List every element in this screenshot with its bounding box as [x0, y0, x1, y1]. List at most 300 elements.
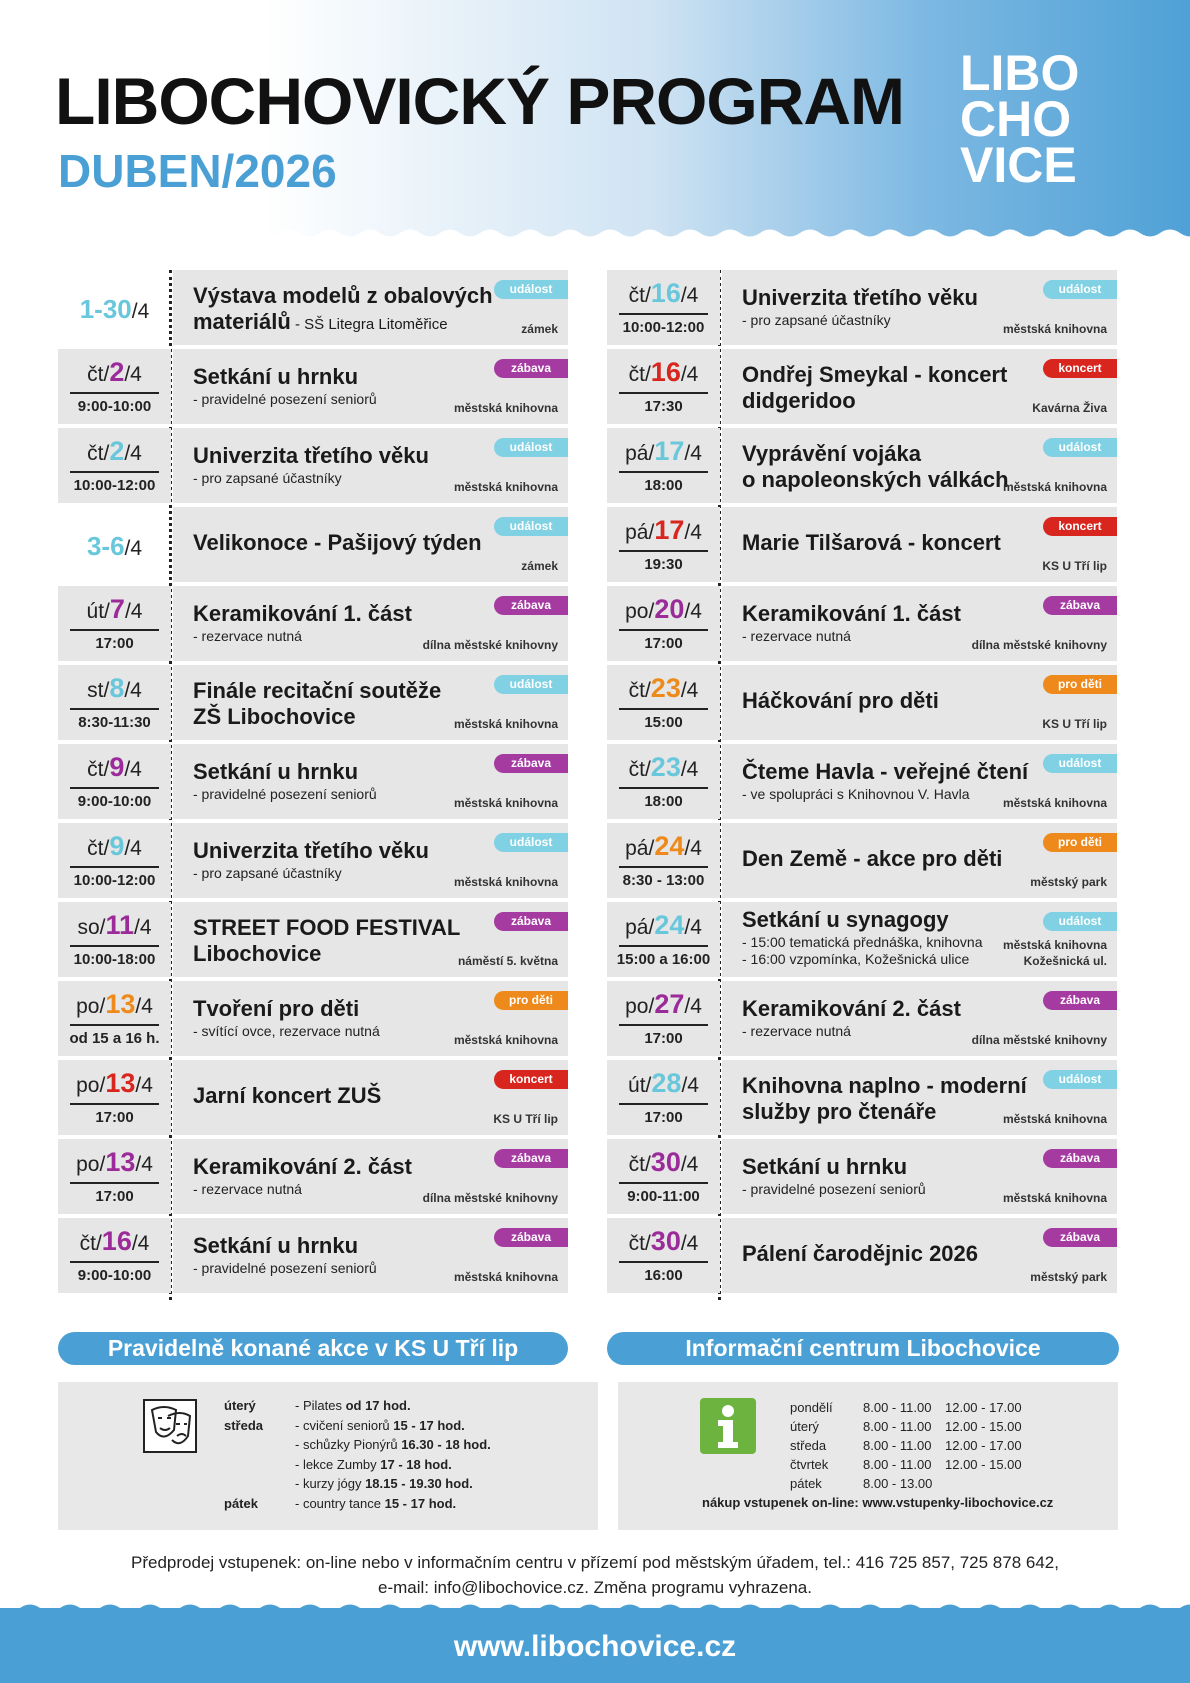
event-date	[607, 1139, 720, 1214]
hours-morning: 8.00 - 11.00	[863, 1438, 932, 1453]
day-abbrev: pá/	[625, 837, 655, 860]
event-title: Den Země - akce pro děti	[742, 846, 1003, 871]
event-time: 17:30	[644, 398, 683, 415]
date-suffix: /4	[135, 995, 153, 1018]
date-suffix: /4	[680, 363, 699, 386]
event-description: - rezervace nutná	[193, 628, 302, 644]
event-row	[58, 744, 568, 823]
event-row	[607, 586, 1117, 665]
date-suffix: /4	[124, 537, 143, 560]
date-suffix: /4	[135, 1074, 153, 1097]
date-suffix: /4	[680, 1153, 699, 1176]
event-card[interactable]	[173, 744, 568, 819]
event-title-text: o napoleonských válkách	[742, 467, 1009, 492]
day-abbrev: čt/	[87, 837, 110, 860]
event-venue: dílna městské knihovny	[971, 1033, 1107, 1047]
event-description: - pravidelné posezení seniorů	[193, 786, 377, 802]
event-venue: městská knihovna	[1002, 480, 1107, 494]
event-date	[58, 665, 171, 740]
event-card[interactable]	[173, 823, 568, 898]
date-suffix: /4	[681, 1074, 699, 1097]
date-underline	[619, 550, 708, 552]
regular-events-heading: Pravidelně konané akce v KS U Tří lip	[58, 1332, 568, 1365]
day-abbrev: čt/	[87, 758, 110, 781]
date-suffix: /4	[124, 442, 142, 465]
day-abbrev: po/	[76, 1153, 106, 1176]
event-time: 10:00-12:00	[622, 319, 705, 336]
activity-name: - cvičení seniorů	[295, 1417, 394, 1433]
event-date	[607, 744, 720, 819]
date-number: 30	[650, 1226, 681, 1256]
date-suffix: /4	[124, 600, 143, 623]
day-abbrev: čt/	[628, 1232, 651, 1255]
event-description: - pro zapsané účastníky	[742, 312, 891, 328]
day-abbrev: pá/	[625, 916, 655, 939]
event-category-badge: koncert	[1043, 517, 1117, 536]
date-number: 28	[651, 1068, 682, 1098]
activity-time: 15 - 17 hod.	[393, 1417, 465, 1433]
date-number: 3-6	[86, 531, 125, 561]
date-suffix: /4	[684, 916, 702, 939]
event-row	[607, 270, 1117, 349]
date-day	[58, 752, 171, 783]
day-abbrev: út/	[86, 600, 110, 623]
day-abbrev: čt/	[628, 363, 651, 386]
wave-decoration	[0, 226, 1190, 240]
day-abbrev: čt/	[87, 442, 110, 465]
day-label: středa	[224, 1418, 264, 1433]
date-day	[58, 831, 171, 862]
event-title: STREET FOOD FESTIVAL	[193, 915, 461, 940]
date-underline	[619, 1261, 708, 1263]
event-category-badge: událost	[1043, 912, 1117, 931]
date-day	[607, 515, 720, 546]
event-venue: zámek	[521, 322, 558, 336]
date-suffix: /4	[684, 600, 702, 623]
date-underline	[70, 471, 159, 473]
day-abbrev: čt/	[79, 1232, 102, 1255]
date-number: 2	[109, 436, 125, 466]
event-card[interactable]	[722, 981, 1117, 1056]
event-title: Tvoření pro děti	[193, 996, 360, 1021]
event-row	[58, 1139, 568, 1218]
date-number: 11	[105, 910, 135, 940]
event-row	[58, 1218, 568, 1297]
event-title: Univerzita třetího věku	[193, 443, 429, 468]
event-card[interactable]	[173, 1218, 568, 1293]
hours-day: pondělí	[790, 1400, 833, 1415]
event-card[interactable]	[173, 1060, 568, 1135]
date-underline	[619, 866, 708, 868]
website-link[interactable]: www.libochovice.cz	[453, 1630, 737, 1663]
day-abbrev: po/	[76, 1074, 106, 1097]
date-range	[58, 531, 171, 562]
date-number: 24	[654, 910, 685, 940]
date-number: 9	[109, 752, 125, 782]
date-number: 30	[650, 1147, 681, 1177]
date-underline	[619, 945, 708, 947]
event-venue: městská knihovna	[1002, 1112, 1107, 1126]
event-title: Univerzita třetího věku	[742, 285, 978, 310]
date-suffix: /4	[124, 758, 142, 781]
date-day	[58, 1226, 171, 1257]
event-description: - pravidelné posezení seniorů	[193, 391, 377, 407]
event-row	[607, 981, 1117, 1060]
event-venue: městská knihovna	[1002, 938, 1107, 952]
activity-name: - lekce Zumby	[295, 1456, 381, 1472]
event-title-text: služby pro čtenáře	[742, 1099, 937, 1124]
date-day	[58, 436, 171, 467]
event-category-badge: událost	[1043, 1070, 1117, 1089]
event-card[interactable]	[173, 665, 568, 740]
event-date	[58, 507, 171, 582]
date-number: 9	[109, 831, 125, 861]
event-title: Keramikování 2. část	[742, 996, 961, 1021]
event-time: 9:00-10:00	[77, 398, 152, 415]
activity-name: - country tance	[295, 1495, 385, 1511]
date-number: 8	[109, 673, 125, 703]
date-day	[58, 357, 171, 388]
events-column-right	[607, 270, 1119, 1297]
event-title: Knihovna naplno - moderní	[742, 1073, 1027, 1098]
event-venue: městská knihovna	[453, 875, 558, 889]
events-column-left	[58, 270, 570, 1297]
event-row	[58, 586, 568, 665]
event-category-badge: zábava	[494, 596, 568, 615]
day-abbrev: čt/	[628, 758, 651, 781]
day-abbrev: čt/	[628, 679, 651, 702]
date-underline	[619, 629, 708, 631]
event-title: Keramikování 1. část	[742, 601, 961, 626]
event-time: 18:00	[644, 793, 683, 810]
event-venue: městská knihovna	[453, 796, 558, 810]
date-day	[607, 1068, 720, 1099]
event-title: Ondřej Smeykal - koncert	[742, 362, 1008, 387]
event-venue: Kožešnická ul.	[1023, 954, 1107, 968]
event-card[interactable]	[722, 665, 1117, 740]
date-day	[58, 1068, 171, 1099]
event-time: 17:00	[95, 1109, 134, 1126]
theater-masks-icon	[142, 1398, 198, 1454]
event-category-badge: událost	[494, 280, 568, 299]
event-time: 10:00-18:00	[73, 951, 156, 968]
event-description: - pro zapsané účastníky	[193, 865, 342, 881]
date-day	[58, 1147, 171, 1178]
date-number: 16	[650, 278, 681, 308]
event-venue: Kavárna Živa	[1032, 401, 1107, 415]
event-card[interactable]	[722, 349, 1117, 424]
regular-item	[295, 1396, 411, 1416]
event-row	[607, 349, 1117, 428]
event-title: Setkání u hrnku	[193, 1233, 359, 1258]
logo-line: LIBO	[960, 45, 1080, 101]
day-abbrev: čt/	[628, 1153, 651, 1176]
event-category-badge: událost	[494, 833, 568, 852]
event-category-badge: zábava	[1043, 1149, 1117, 1168]
event-category-badge: zábava	[494, 1228, 568, 1247]
event-title: Keramikování 1. část	[193, 601, 412, 626]
footer-bar	[0, 1608, 1190, 1683]
event-card[interactable]	[722, 823, 1117, 898]
event-card[interactable]	[173, 1139, 568, 1214]
day-abbrev: čt/	[628, 284, 651, 307]
event-category-badge: událost	[1043, 438, 1117, 457]
event-card[interactable]	[173, 902, 568, 977]
date-number: 17	[654, 515, 685, 545]
event-date	[58, 270, 171, 345]
event-date	[58, 586, 171, 661]
date-number: 13	[105, 1147, 136, 1177]
date-underline	[70, 1024, 159, 1026]
event-row	[58, 823, 568, 902]
date-suffix: /4	[131, 300, 150, 323]
event-date	[607, 823, 720, 898]
info-icon	[700, 1398, 756, 1454]
event-time: 15:00	[644, 714, 683, 731]
date-underline	[619, 1024, 708, 1026]
event-category-badge: zábava	[1043, 1228, 1117, 1247]
event-venue: městská knihovna	[1002, 322, 1107, 336]
date-underline	[619, 471, 708, 473]
date-suffix: /4	[131, 1232, 150, 1255]
wave-decoration	[0, 1601, 1190, 1615]
event-date	[58, 823, 171, 898]
event-card[interactable]	[173, 270, 568, 345]
date-day	[607, 989, 720, 1020]
event-title: Výstava modelů z obalových	[193, 283, 493, 308]
event-card[interactable]	[722, 586, 1117, 661]
date-day	[607, 436, 720, 467]
date-number: 13	[105, 989, 136, 1019]
event-date	[58, 744, 171, 819]
event-card[interactable]	[722, 270, 1117, 345]
event-venue: dílna městské knihovny	[422, 1191, 558, 1205]
event-title-text: ZŠ Libochovice	[193, 704, 356, 729]
event-row	[607, 902, 1117, 981]
date-suffix: /4	[680, 1232, 699, 1255]
event-time: 15:00 a 16:00	[616, 951, 711, 968]
event-venue: městská knihovna	[1002, 1191, 1107, 1205]
event-description: - svítící ovce, rezervace nutná	[193, 1023, 380, 1039]
event-time: 19:30	[644, 556, 683, 573]
date-underline	[70, 945, 159, 947]
day-abbrev: po/	[625, 995, 655, 1018]
day-label: pátek	[224, 1496, 258, 1511]
date-number: 7	[109, 594, 125, 624]
event-row	[607, 1218, 1117, 1297]
event-category-badge: zábava	[494, 912, 568, 931]
event-venue: dílna městské knihovny	[971, 638, 1107, 652]
date-underline	[619, 313, 708, 315]
event-time: 17:00	[644, 635, 683, 652]
event-row	[58, 349, 568, 428]
event-category-badge: událost	[494, 517, 568, 536]
event-title: Pálení čarodějnic 2026	[742, 1241, 979, 1266]
event-time: 17:00	[644, 1109, 683, 1126]
date-suffix: /4	[684, 995, 702, 1018]
event-row	[607, 744, 1117, 823]
event-time: od 15 a 16 h.	[69, 1030, 160, 1047]
day-abbrev: pá/	[625, 521, 655, 544]
date-number: 2	[109, 357, 125, 387]
event-time: 17:00	[95, 1188, 134, 1205]
event-card[interactable]	[722, 428, 1117, 503]
event-card[interactable]	[173, 507, 568, 582]
event-card[interactable]	[722, 902, 1117, 977]
hours-morning: 8.00 - 11.00	[863, 1400, 932, 1415]
hours-day: čtvrtek	[790, 1457, 829, 1472]
date-number: 16	[101, 1226, 132, 1256]
event-title: Jarní koncert ZUŠ	[193, 1083, 382, 1108]
event-card[interactable]	[173, 428, 568, 503]
logo-line: VICE	[960, 137, 1077, 193]
event-title-line2	[193, 308, 448, 338]
event-venue: KS U Tří lip	[1042, 717, 1107, 731]
date-day	[607, 673, 720, 704]
hours-morning: 8.00 - 13.00	[863, 1476, 933, 1491]
event-title: Čteme Havla - veřejné čtení	[742, 759, 1029, 784]
event-category-badge: zábava	[494, 359, 568, 378]
event-venue: městský park	[1030, 875, 1107, 889]
event-row	[607, 823, 1117, 902]
event-title: Univerzita třetího věku	[193, 838, 429, 863]
event-venue: KS U Tří lip	[493, 1112, 558, 1126]
event-row	[58, 270, 568, 349]
date-underline	[70, 787, 159, 789]
event-category-badge: koncert	[1043, 359, 1117, 378]
event-venue: dílna městské knihovny	[422, 638, 558, 652]
day-abbrev: čt/	[87, 363, 110, 386]
event-card[interactable]	[722, 1139, 1117, 1214]
event-venue: náměstí 5. května	[457, 954, 558, 968]
event-category-badge: událost	[494, 675, 568, 694]
date-day	[607, 1147, 720, 1178]
event-venue: městský park	[1030, 1270, 1107, 1284]
regular-item	[295, 1494, 456, 1514]
event-title-text: Libochovice	[193, 941, 322, 966]
date-underline	[70, 629, 159, 631]
date-underline	[619, 392, 708, 394]
event-card[interactable]	[722, 507, 1117, 582]
date-range	[58, 294, 171, 325]
event-category-badge: pro děti	[494, 991, 568, 1010]
event-category-badge: událost	[1043, 280, 1117, 299]
event-title-text: didgeridoo	[742, 388, 856, 413]
logo-line: CHO	[960, 91, 1072, 147]
event-time: 10:00-12:00	[73, 872, 156, 889]
date-number: 20	[654, 594, 685, 624]
date-suffix: /4	[684, 837, 702, 860]
event-description: - pro zapsané účastníky	[193, 470, 342, 486]
event-card[interactable]	[173, 981, 568, 1056]
hours-day: úterý	[790, 1419, 819, 1434]
event-card[interactable]	[722, 1218, 1117, 1293]
event-card[interactable]	[722, 1060, 1117, 1135]
date-underline	[619, 1182, 708, 1184]
hours-day: středa	[790, 1438, 827, 1453]
regular-events-box	[58, 1382, 598, 1530]
event-row	[607, 428, 1117, 507]
activity-time: od 17 hod.	[345, 1398, 411, 1413]
date-underline	[619, 787, 708, 789]
day-abbrev: so/	[77, 916, 106, 939]
event-time: 18:00	[644, 477, 683, 494]
hours-day: pátek	[790, 1476, 822, 1491]
date-day	[607, 1226, 720, 1257]
event-category-badge: událost	[494, 438, 568, 457]
event-date	[607, 665, 720, 740]
event-description: - 16:00 vzpomínka, Kožešnická ulice	[742, 951, 970, 967]
date-day	[607, 357, 720, 388]
event-date	[607, 981, 720, 1056]
date-day	[607, 831, 720, 862]
regular-item	[295, 1474, 473, 1494]
event-card[interactable]	[173, 349, 568, 424]
date-number: 23	[650, 673, 681, 703]
event-date	[607, 270, 720, 345]
day-label: úterý	[224, 1398, 256, 1413]
date-day	[58, 910, 171, 941]
date-underline	[619, 708, 708, 710]
date-suffix: /4	[124, 363, 142, 386]
event-title: Marie Tilšarová - koncert	[742, 530, 1001, 555]
event-row	[58, 902, 568, 981]
event-time: 17:00	[644, 1030, 683, 1047]
event-date	[58, 428, 171, 503]
event-row	[58, 665, 568, 744]
date-suffix: /4	[135, 1153, 153, 1176]
event-category-badge: zábava	[494, 1149, 568, 1168]
event-title-text: materiálů	[193, 309, 291, 334]
event-category-badge: koncert	[494, 1070, 568, 1089]
hours-afternoon: 12.00 - 15.00	[945, 1419, 1022, 1434]
event-date	[58, 902, 171, 977]
event-card[interactable]	[722, 744, 1117, 819]
event-title-line2	[742, 387, 856, 414]
date-underline	[70, 866, 159, 868]
info-center-heading: Informační centrum Libochovice	[607, 1332, 1119, 1365]
event-title: Setkání u synagogy	[742, 907, 949, 932]
event-row	[58, 428, 568, 507]
event-title: Setkání u hrnku	[193, 364, 359, 389]
event-row	[607, 507, 1117, 586]
event-date	[58, 349, 171, 424]
date-day	[58, 989, 171, 1020]
event-date	[58, 981, 171, 1056]
event-time: 16:00	[644, 1267, 683, 1284]
event-title: Keramikování 2. část	[193, 1154, 412, 1179]
event-category-badge: pro děti	[1043, 833, 1117, 852]
event-title-line2	[193, 703, 356, 730]
day-abbrev: út/	[628, 1074, 652, 1097]
event-description: - rezervace nutná	[742, 628, 851, 644]
hours-morning: 8.00 - 11.00	[863, 1419, 932, 1434]
event-time: 9:00-10:00	[77, 793, 152, 810]
event-row	[607, 1060, 1117, 1139]
event-title: Vyprávění vojáka	[742, 441, 921, 466]
event-venue: městská knihovna	[453, 480, 558, 494]
event-title: Velikonoce - Pašijový týden	[193, 530, 482, 555]
event-date	[607, 349, 720, 424]
event-card[interactable]	[173, 586, 568, 661]
event-venue: městská knihovna	[1002, 796, 1107, 810]
event-description: - pravidelné posezení seniorů	[193, 1260, 377, 1276]
page-title: LIBOCHOVICKÝ PROGRAM	[55, 64, 905, 138]
date-underline	[70, 1182, 159, 1184]
date-suffix: /4	[680, 284, 699, 307]
date-day	[58, 673, 171, 704]
event-date	[58, 1139, 171, 1214]
